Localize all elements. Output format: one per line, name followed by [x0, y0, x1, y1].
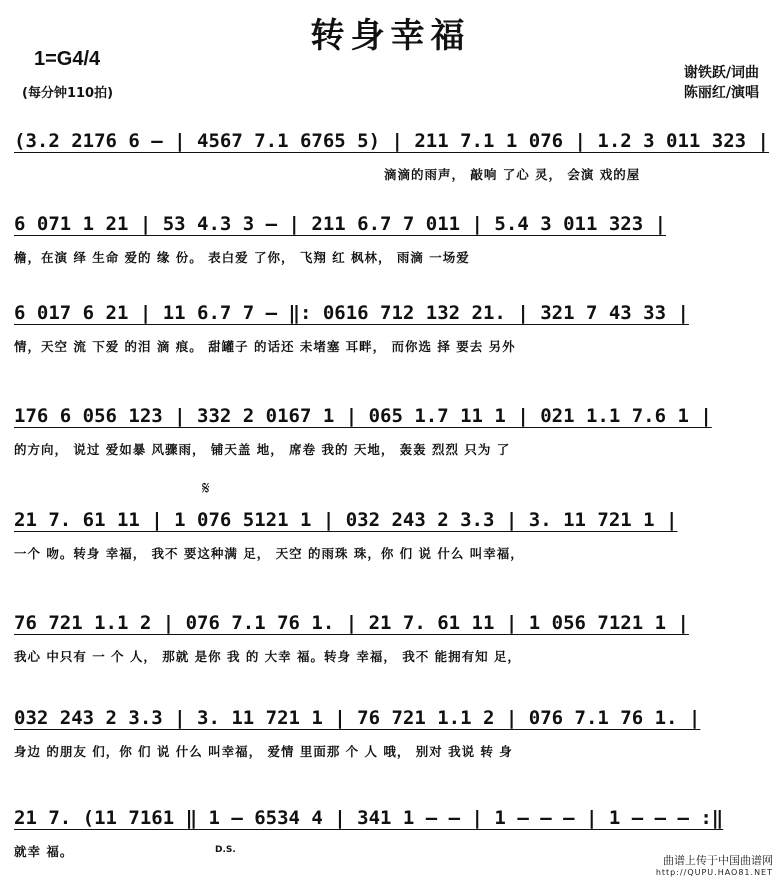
lyric-line: 一个 吻。转身 幸福， 我不 要这种满 足， 天空 的雨珠 珠，你 们 说 什么 叫幸福，	[14, 546, 524, 561]
segno-sign: 𝄋	[202, 478, 210, 499]
lyric-line: 滴滴的雨声， 敲响 了心 灵， 会演 戏的屋	[384, 167, 641, 182]
key-signature: 1=G4/4	[34, 48, 101, 70]
performer-credit: 陈丽红/演唱	[683, 85, 759, 101]
lyric-line: 情，天空 流 下爱 的泪 滴 痕。 甜罐子 的话还 未堵塞 耳畔， 而你选 择 要去 另外	[14, 339, 516, 354]
score-system-6	[14, 610, 769, 666]
notation-line: 76 721 1.1 2 | 076 7.1 76 1. | 21 7. 61 11 | 1 056 7121 1 |	[14, 612, 689, 634]
score-system-1	[14, 128, 769, 184]
score-system-7	[14, 705, 769, 761]
notation-line: 176 6 056 123 | 332 2 0167 1 | 065 1.7 11 1 | 021 1.1 7.6 1 |	[14, 405, 712, 427]
lyric-line: 就幸 福。	[14, 844, 74, 859]
score-system-5	[14, 507, 769, 563]
notation-line: (3.2 2176 6 – | 4567 7.1 6765 5) | 211 7.1 1 076 | 1.2 3 011 323 |	[14, 130, 769, 152]
lyric-line: 身边 的朋友 们，你 们 说 什么 叫幸福， 爱情 里面那 个 人 哦， 别对 我说 转 身	[14, 744, 513, 759]
lyric-line: 的方向， 说过 爱如暴 风骤雨， 铺天盖 地， 席卷 我的 天地， 轰轰 烈烈 只为 了	[14, 442, 511, 457]
site-watermark	[656, 855, 773, 879]
score-system-4	[14, 403, 769, 459]
notation-line: 032 243 2 3.3 | 3. 11 721 1 | 76 721 1.1 2 | 076 7.1 76 1. |	[14, 707, 701, 729]
lyric-line: 檐，在演 绎 生命 爱的 缘 份。 表白爱 了你， 飞翔 红 枫林， 雨滴 一场爱	[14, 250, 470, 265]
watermark-url: http://QUPU.HAO81.NET	[655, 868, 773, 877]
notation-line: 6 017 6 21 | 11 6.7 7 – ‖: 0616 712 132 21. | 321 7 43 33 |	[14, 302, 689, 324]
notation-line: 21 7. 61 11 | 1 076 5121 1 | 032 243 2 3.3 | 3. 11 721 1 |	[14, 509, 678, 531]
score-system-3	[14, 300, 769, 356]
dal-segno-mark: D.S.	[215, 845, 236, 855]
score-system-8	[14, 805, 769, 861]
song-title: 转身幸福	[310, 16, 471, 56]
lyricist-composer-credit: 谢铁跃/词曲	[683, 65, 759, 81]
lyric-line: 我心 中只有 一 个 人， 那就 是你 我 的 大幸 福。转身 幸福， 我不 能拥有知 足，	[14, 649, 521, 664]
score-system-2	[14, 211, 769, 267]
watermark-text: 曲谱上传于中国曲谱网	[663, 854, 773, 867]
tempo-marking: (每分钟110拍)	[22, 86, 114, 101]
notation-line: 21 7. (11 7161 ‖ 1 – 6534 4 | 341 1 – – | 1 – – – | 1 – – – :‖	[14, 807, 724, 829]
notation-line: 6 071 1 21 | 53 4.3 3 – | 211 6.7 7 011 | 5.4 3 011 323 |	[14, 213, 667, 235]
